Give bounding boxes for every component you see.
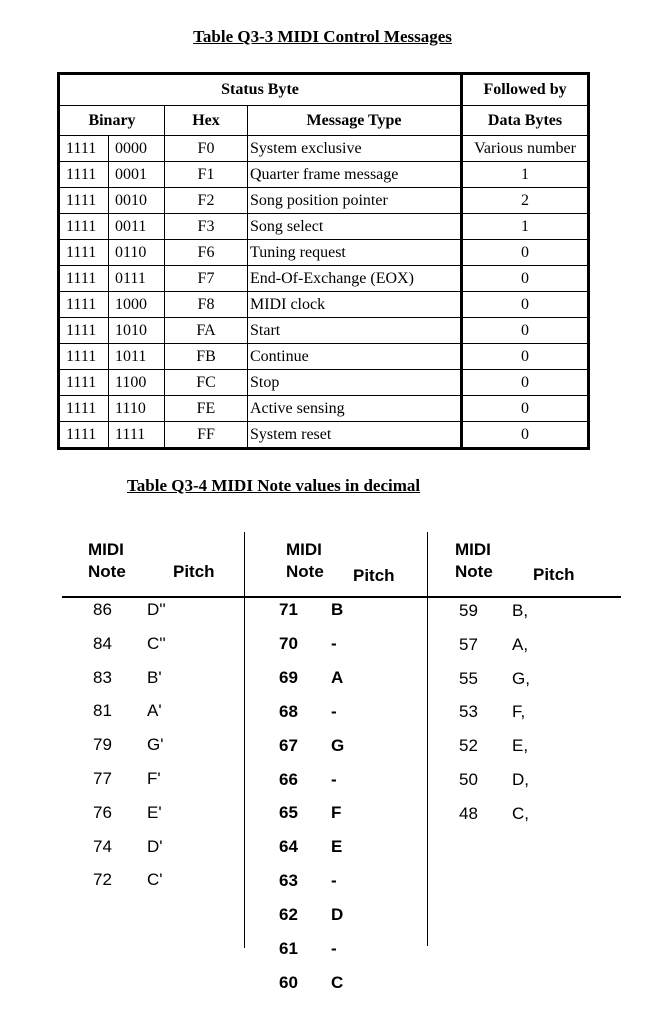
midi-pitch-value: C'' — [147, 634, 166, 653]
hex-header: Hex — [165, 106, 248, 136]
binary-low-cell: 1100 — [109, 370, 165, 396]
message-type-cell: System reset — [248, 422, 462, 449]
table-row — [59, 266, 589, 292]
followed-by-header: Followed by — [462, 74, 589, 106]
midi-note-value: 60 — [279, 973, 298, 992]
midi-pitch-value: A — [331, 668, 344, 687]
binary-high-cell: 1111 — [59, 266, 109, 292]
data-bytes-cell: 0 — [462, 422, 589, 449]
midi-pitch-value: A, — [512, 635, 529, 654]
table-subheader-row — [59, 106, 589, 136]
data-bytes-cell: 0 — [462, 240, 589, 266]
data-bytes-cell: 0 — [462, 396, 589, 422]
data-bytes-cell: 0 — [462, 266, 589, 292]
binary-low-cell: 0111 — [109, 266, 165, 292]
message-type-cell: Start — [248, 318, 462, 344]
hex-cell: FF — [165, 422, 248, 449]
midi-pitch-value: F — [331, 803, 342, 822]
table-q3-4-title: Table Q3-4 MIDI Note values in decimal — [127, 476, 421, 495]
midi-note-value: 72 — [93, 870, 112, 889]
binary-low-cell: 1111 — [109, 422, 165, 449]
col1-note-header: Note — [88, 562, 126, 581]
midi-note-value: 61 — [279, 939, 298, 958]
midi-note-value: 65 — [279, 803, 298, 822]
col3-midi-header: MIDI — [455, 540, 491, 559]
midi-note-value: 67 — [279, 736, 298, 755]
table-row — [59, 344, 589, 370]
midi-pitch-value: D'' — [147, 600, 166, 619]
midi-note-value: 74 — [93, 837, 112, 856]
message-type-cell: System exclusive — [248, 136, 462, 162]
binary-low-cell: 1010 — [109, 318, 165, 344]
col3-pitch-header: Pitch — [533, 565, 575, 584]
table-header-row — [59, 74, 589, 106]
table-row — [59, 422, 589, 449]
midi-note-value: 55 — [459, 669, 478, 688]
midi-note-value: 70 — [279, 634, 298, 653]
message-type-cell: Quarter frame message — [248, 162, 462, 188]
midi-pitch-value: E, — [512, 736, 529, 755]
hex-cell: F1 — [165, 162, 248, 188]
col1-midi-header: MIDI — [88, 540, 124, 559]
binary-low-cell: 0011 — [109, 214, 165, 240]
midi-note-value: 69 — [279, 668, 298, 687]
column-divider-2 — [427, 532, 428, 946]
midi-note-value: 77 — [93, 769, 112, 788]
message-type-cell: Song select — [248, 214, 462, 240]
binary-low-cell: 1110 — [109, 396, 165, 422]
hex-cell: F2 — [165, 188, 248, 214]
message-type-cell: Stop — [248, 370, 462, 396]
midi-pitch-value: B' — [147, 668, 162, 687]
midi-note-value: 52 — [459, 736, 478, 755]
midi-pitch-value: B — [331, 600, 344, 619]
message-type-cell: MIDI clock — [248, 292, 462, 318]
midi-pitch-value: A' — [147, 701, 162, 720]
midi-pitch-value: - — [331, 770, 337, 789]
table-row — [59, 370, 589, 396]
midi-pitch-value: D' — [147, 837, 163, 856]
midi-note-value: 62 — [279, 905, 298, 924]
midi-note-value: 86 — [93, 600, 112, 619]
midi-note-value: 50 — [459, 770, 478, 789]
message-type-cell: Active sensing — [248, 396, 462, 422]
col2-note-header: Note — [286, 562, 324, 581]
table-row — [59, 292, 589, 318]
message-type-cell: End-Of-Exchange (EOX) — [248, 266, 462, 292]
midi-note-value: 59 — [459, 601, 478, 620]
binary-high-cell: 1111 — [59, 188, 109, 214]
binary-low-cell: 1000 — [109, 292, 165, 318]
midi-pitch-value: E — [331, 837, 343, 856]
binary-low-cell: 0010 — [109, 188, 165, 214]
hex-cell: F0 — [165, 136, 248, 162]
midi-control-messages-table — [57, 72, 590, 450]
header-divider — [62, 596, 621, 598]
status-byte-header: Status Byte — [59, 74, 462, 106]
midi-note-value: 53 — [459, 702, 478, 721]
midi-note-value: 63 — [279, 871, 298, 890]
midi-pitch-value: C, — [512, 804, 529, 823]
table-q3-3-title: Table Q3-3 MIDI Control Messages — [193, 27, 452, 46]
binary-low-cell: 0000 — [109, 136, 165, 162]
binary-high-cell: 1111 — [59, 344, 109, 370]
midi-note-value: 48 — [459, 804, 478, 823]
binary-high-cell: 1111 — [59, 292, 109, 318]
midi-pitch-value: D, — [512, 770, 529, 789]
binary-low-cell: 1011 — [109, 344, 165, 370]
midi-pitch-value: C' — [147, 870, 163, 889]
hex-cell: F8 — [165, 292, 248, 318]
data-bytes-cell: 2 — [462, 188, 589, 214]
col2-midi-header: MIDI — [286, 540, 322, 559]
hex-cell: FC — [165, 370, 248, 396]
col2-pitch-header: Pitch — [353, 566, 395, 585]
table-row — [59, 162, 589, 188]
midi-note-value: 64 — [279, 837, 298, 856]
midi-pitch-value: - — [331, 634, 337, 653]
table-row — [59, 136, 589, 162]
midi-pitch-value: D — [331, 905, 344, 924]
midi-note-value: 83 — [93, 668, 112, 687]
hex-cell: F6 — [165, 240, 248, 266]
data-bytes-cell: 0 — [462, 318, 589, 344]
message-type-cell: Continue — [248, 344, 462, 370]
data-bytes-cell: 1 — [462, 214, 589, 240]
midi-pitch-value: B, — [512, 601, 529, 620]
binary-high-cell: 1111 — [59, 422, 109, 449]
binary-low-cell: 0001 — [109, 162, 165, 188]
table-row — [59, 214, 589, 240]
midi-pitch-value: E' — [147, 803, 162, 822]
midi-pitch-value: - — [331, 702, 337, 721]
midi-pitch-value: - — [331, 939, 337, 958]
midi-pitch-value: G — [331, 736, 345, 755]
binary-high-cell: 1111 — [59, 396, 109, 422]
data-bytes-cell: Various number — [462, 136, 589, 162]
binary-low-cell: 0110 — [109, 240, 165, 266]
binary-high-cell: 1111 — [59, 136, 109, 162]
midi-note-value: 57 — [459, 635, 478, 654]
midi-note-value: 84 — [93, 634, 112, 653]
midi-note-value: 68 — [279, 702, 298, 721]
column-divider-1 — [244, 532, 245, 948]
hex-cell: FA — [165, 318, 248, 344]
data-bytes-cell: 0 — [462, 370, 589, 396]
midi-pitch-value: F' — [147, 769, 161, 788]
midi-pitch-value: G' — [147, 735, 164, 754]
midi-pitch-value: G, — [512, 669, 530, 688]
binary-high-cell: 1111 — [59, 214, 109, 240]
data-bytes-header: Data Bytes — [462, 106, 589, 136]
binary-header: Binary — [59, 106, 165, 136]
binary-high-cell: 1111 — [59, 162, 109, 188]
data-bytes-cell: 1 — [462, 162, 589, 188]
data-bytes-cell: 0 — [462, 292, 589, 318]
message-type-header: Message Type — [248, 106, 462, 136]
table-row — [59, 188, 589, 214]
table-body — [59, 136, 589, 449]
data-bytes-cell: 0 — [462, 344, 589, 370]
table-row — [59, 318, 589, 344]
hex-cell: F3 — [165, 214, 248, 240]
midi-note-value: 76 — [93, 803, 112, 822]
col1-pitch-header: Pitch — [173, 562, 215, 581]
midi-pitch-value: - — [331, 871, 337, 890]
midi-note-value: 71 — [279, 600, 298, 619]
message-type-cell: Song position pointer — [248, 188, 462, 214]
hex-cell: FE — [165, 396, 248, 422]
hex-cell: FB — [165, 344, 248, 370]
midi-pitch-value: C — [331, 973, 344, 992]
binary-high-cell: 1111 — [59, 370, 109, 396]
midi-pitch-value: F, — [512, 702, 526, 721]
midi-note-value: 81 — [93, 701, 112, 720]
hex-cell: F7 — [165, 266, 248, 292]
message-type-cell: Tuning request — [248, 240, 462, 266]
midi-note-value: 66 — [279, 770, 298, 789]
binary-high-cell: 1111 — [59, 240, 109, 266]
binary-high-cell: 1111 — [59, 318, 109, 344]
midi-note-value: 79 — [93, 735, 112, 754]
table-row — [59, 240, 589, 266]
table-row — [59, 396, 589, 422]
col3-note-header: Note — [455, 562, 493, 581]
